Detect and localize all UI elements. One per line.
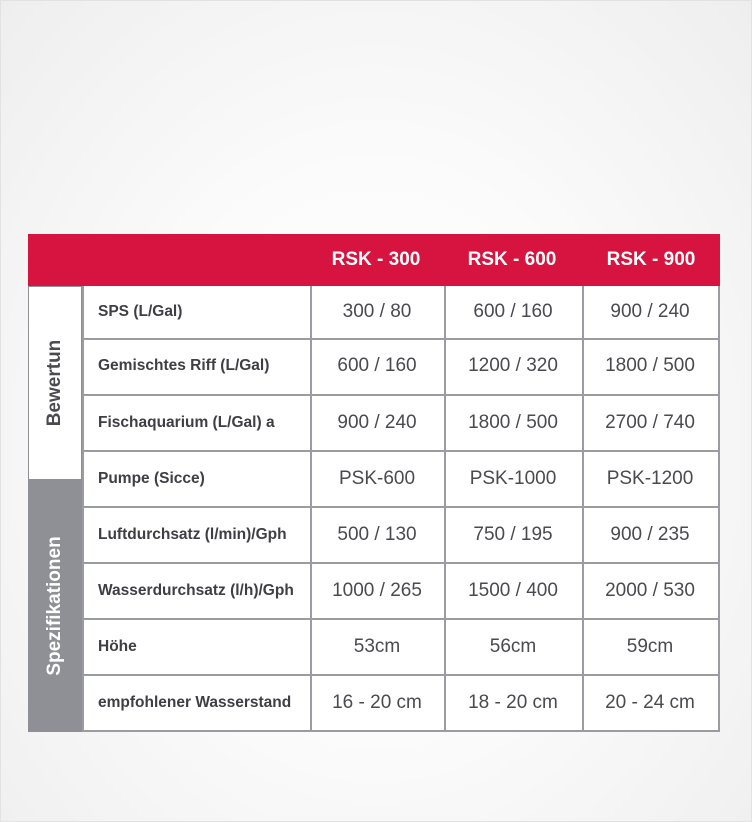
spec-table bbox=[28, 234, 720, 732]
value-cell: 1000 / 265 bbox=[310, 564, 446, 620]
value-cell: 1800 / 500 bbox=[582, 338, 720, 396]
value-cell: 900 / 240 bbox=[582, 286, 720, 340]
value-cell: 600 / 160 bbox=[444, 286, 584, 340]
row-label: Pumpe (Sicce) bbox=[82, 452, 312, 508]
value-cell: 1200 / 320 bbox=[444, 338, 584, 396]
value-cell: 53cm bbox=[310, 620, 446, 676]
specs-side-label bbox=[28, 480, 82, 732]
value-cell: 18 - 20 cm bbox=[444, 676, 584, 732]
value-cell: PSK-600 bbox=[310, 452, 446, 508]
row-label: Gemischtes Riff (L/Gal) bbox=[82, 338, 312, 396]
value-cell: 500 / 130 bbox=[310, 508, 446, 564]
column-header-rsk-600: RSK - 600 bbox=[467, 249, 557, 270]
value-cell: 16 - 20 cm bbox=[310, 676, 446, 732]
value-cell: PSK-1200 bbox=[582, 452, 720, 508]
value-cell: 900 / 240 bbox=[310, 396, 446, 452]
value-cell: PSK-1000 bbox=[444, 452, 584, 508]
spec-grid bbox=[82, 286, 720, 732]
value-cell: 750 / 195 bbox=[444, 508, 584, 564]
value-cell: 56cm bbox=[444, 620, 584, 676]
value-cell: 1500 / 400 bbox=[444, 564, 584, 620]
value-cell: 1800 / 500 bbox=[444, 396, 584, 452]
column-header-rsk-900: RSK - 900 bbox=[606, 249, 696, 270]
value-cell: 900 / 235 bbox=[582, 508, 720, 564]
row-label: Fischaquarium (L/Gal) a bbox=[82, 396, 312, 452]
header-bar bbox=[28, 234, 720, 286]
row-label: Höhe bbox=[82, 620, 312, 676]
specs-side-text: Spezifikationen bbox=[44, 536, 65, 676]
value-cell: 600 / 160 bbox=[310, 338, 446, 396]
rating-side-text: Bewertun bbox=[44, 339, 65, 427]
value-cell: 20 - 24 cm bbox=[582, 676, 720, 732]
row-label: SPS (L/Gal) bbox=[82, 286, 312, 340]
row-label: Luftdurchsatz (l/min)/Gph bbox=[82, 508, 312, 564]
column-header-rsk-300: RSK - 300 bbox=[331, 249, 421, 270]
value-cell: 59cm bbox=[582, 620, 720, 676]
value-cell: 2000 / 530 bbox=[582, 564, 720, 620]
value-cell: 2700 / 740 bbox=[582, 396, 720, 452]
row-label: Wasserdurchsatz (l/h)/Gph bbox=[82, 564, 312, 620]
value-cell: 300 / 80 bbox=[310, 286, 446, 340]
row-label: empfohlener Wasserstand bbox=[82, 676, 312, 732]
rating-side-label bbox=[28, 286, 82, 480]
